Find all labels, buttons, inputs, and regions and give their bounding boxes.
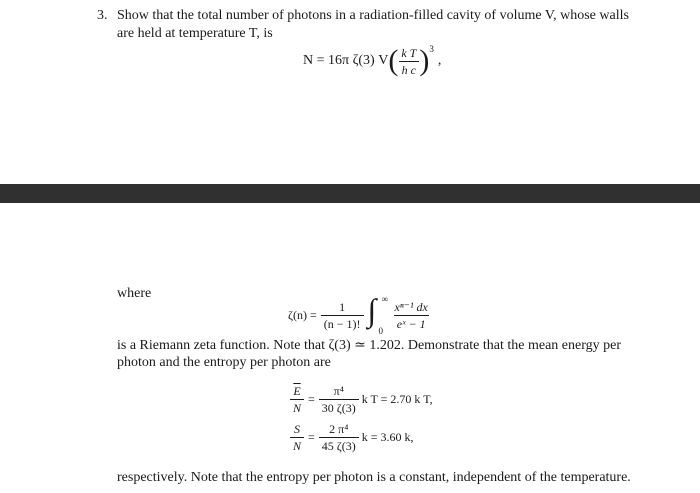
- fraction-numerator: k T: [401, 45, 417, 60]
- integral-lower-limit: 0: [378, 326, 383, 336]
- integral-sign: [367, 292, 392, 336]
- entropy-fraction-numerator: 2 π⁴: [329, 422, 349, 436]
- equals-sign: =: [308, 430, 315, 444]
- e-over-n-denominator: N: [290, 399, 304, 414]
- mean-energy-equation: [290, 385, 433, 414]
- entropy-fraction-denominator: 45 ζ(3): [319, 437, 359, 452]
- integrand-numerator: xⁿ⁻¹ dx: [394, 299, 428, 314]
- riemann-line-2: photon and the entropy per photon are: [117, 355, 331, 370]
- kt-over-hc-fraction: [398, 47, 419, 76]
- zeta-factorial-fraction: [321, 301, 364, 330]
- left-paren: (: [388, 44, 399, 77]
- conclusion-text: respectively. Note that the entropy per photon is a constant, independent of the temperature.: [117, 470, 631, 485]
- zeta-fraction-numerator: 1: [339, 299, 346, 314]
- equation-lhs: N = 16π ζ(3) V: [303, 53, 389, 68]
- energy-fraction-denominator: 30 ζ(3): [319, 399, 359, 414]
- s-over-n-denominator: N: [290, 437, 304, 452]
- integrand-fraction: [392, 301, 431, 330]
- s-over-n: [290, 423, 304, 452]
- e-over-n-numerator: $\overline{E}$: [293, 384, 301, 398]
- entropy-equation: [290, 423, 414, 452]
- zeta-lhs: ζ(n) =: [288, 307, 317, 322]
- riemann-line-1: is a Riemann zeta function. Note that ζ(3) ≃ 1.202. Demonstrate that the mean energy per: [117, 338, 621, 353]
- energy-fraction-numerator: π⁴: [333, 384, 344, 398]
- problem-statement-line-1: Show that the total number of photons in a radiation-filled cavity of volume V, whose walls: [117, 8, 629, 23]
- energy-result: k T = 2.70 k T,: [361, 392, 433, 406]
- photon-number-equation: [303, 44, 441, 78]
- divider-bar: [0, 184, 700, 203]
- fraction-denominator: h c: [399, 61, 419, 76]
- entropy-fraction: [319, 423, 359, 452]
- problem-number: 3.: [97, 8, 108, 23]
- e-over-n: [290, 385, 304, 414]
- problem-statement-line-2: are held at temperature T, is: [117, 26, 273, 41]
- where-label: where: [117, 286, 152, 301]
- equals-sign: =: [308, 392, 315, 406]
- right-paren: ): [419, 44, 430, 77]
- zeta-fraction-denominator: (n − 1)!: [321, 315, 364, 330]
- energy-fraction: [319, 385, 359, 414]
- exponent: 3: [429, 44, 434, 54]
- equation-trailing-comma: ,: [437, 53, 442, 68]
- s-over-n-numerator: S: [294, 422, 300, 436]
- integral-upper-limit: ∞: [381, 294, 388, 304]
- integral-icon: ∫: [367, 292, 377, 328]
- zeta-definition-equation: [288, 292, 431, 336]
- entropy-result: k = 3.60 k,: [361, 430, 414, 444]
- integrand-denominator: eˣ − 1: [394, 315, 429, 330]
